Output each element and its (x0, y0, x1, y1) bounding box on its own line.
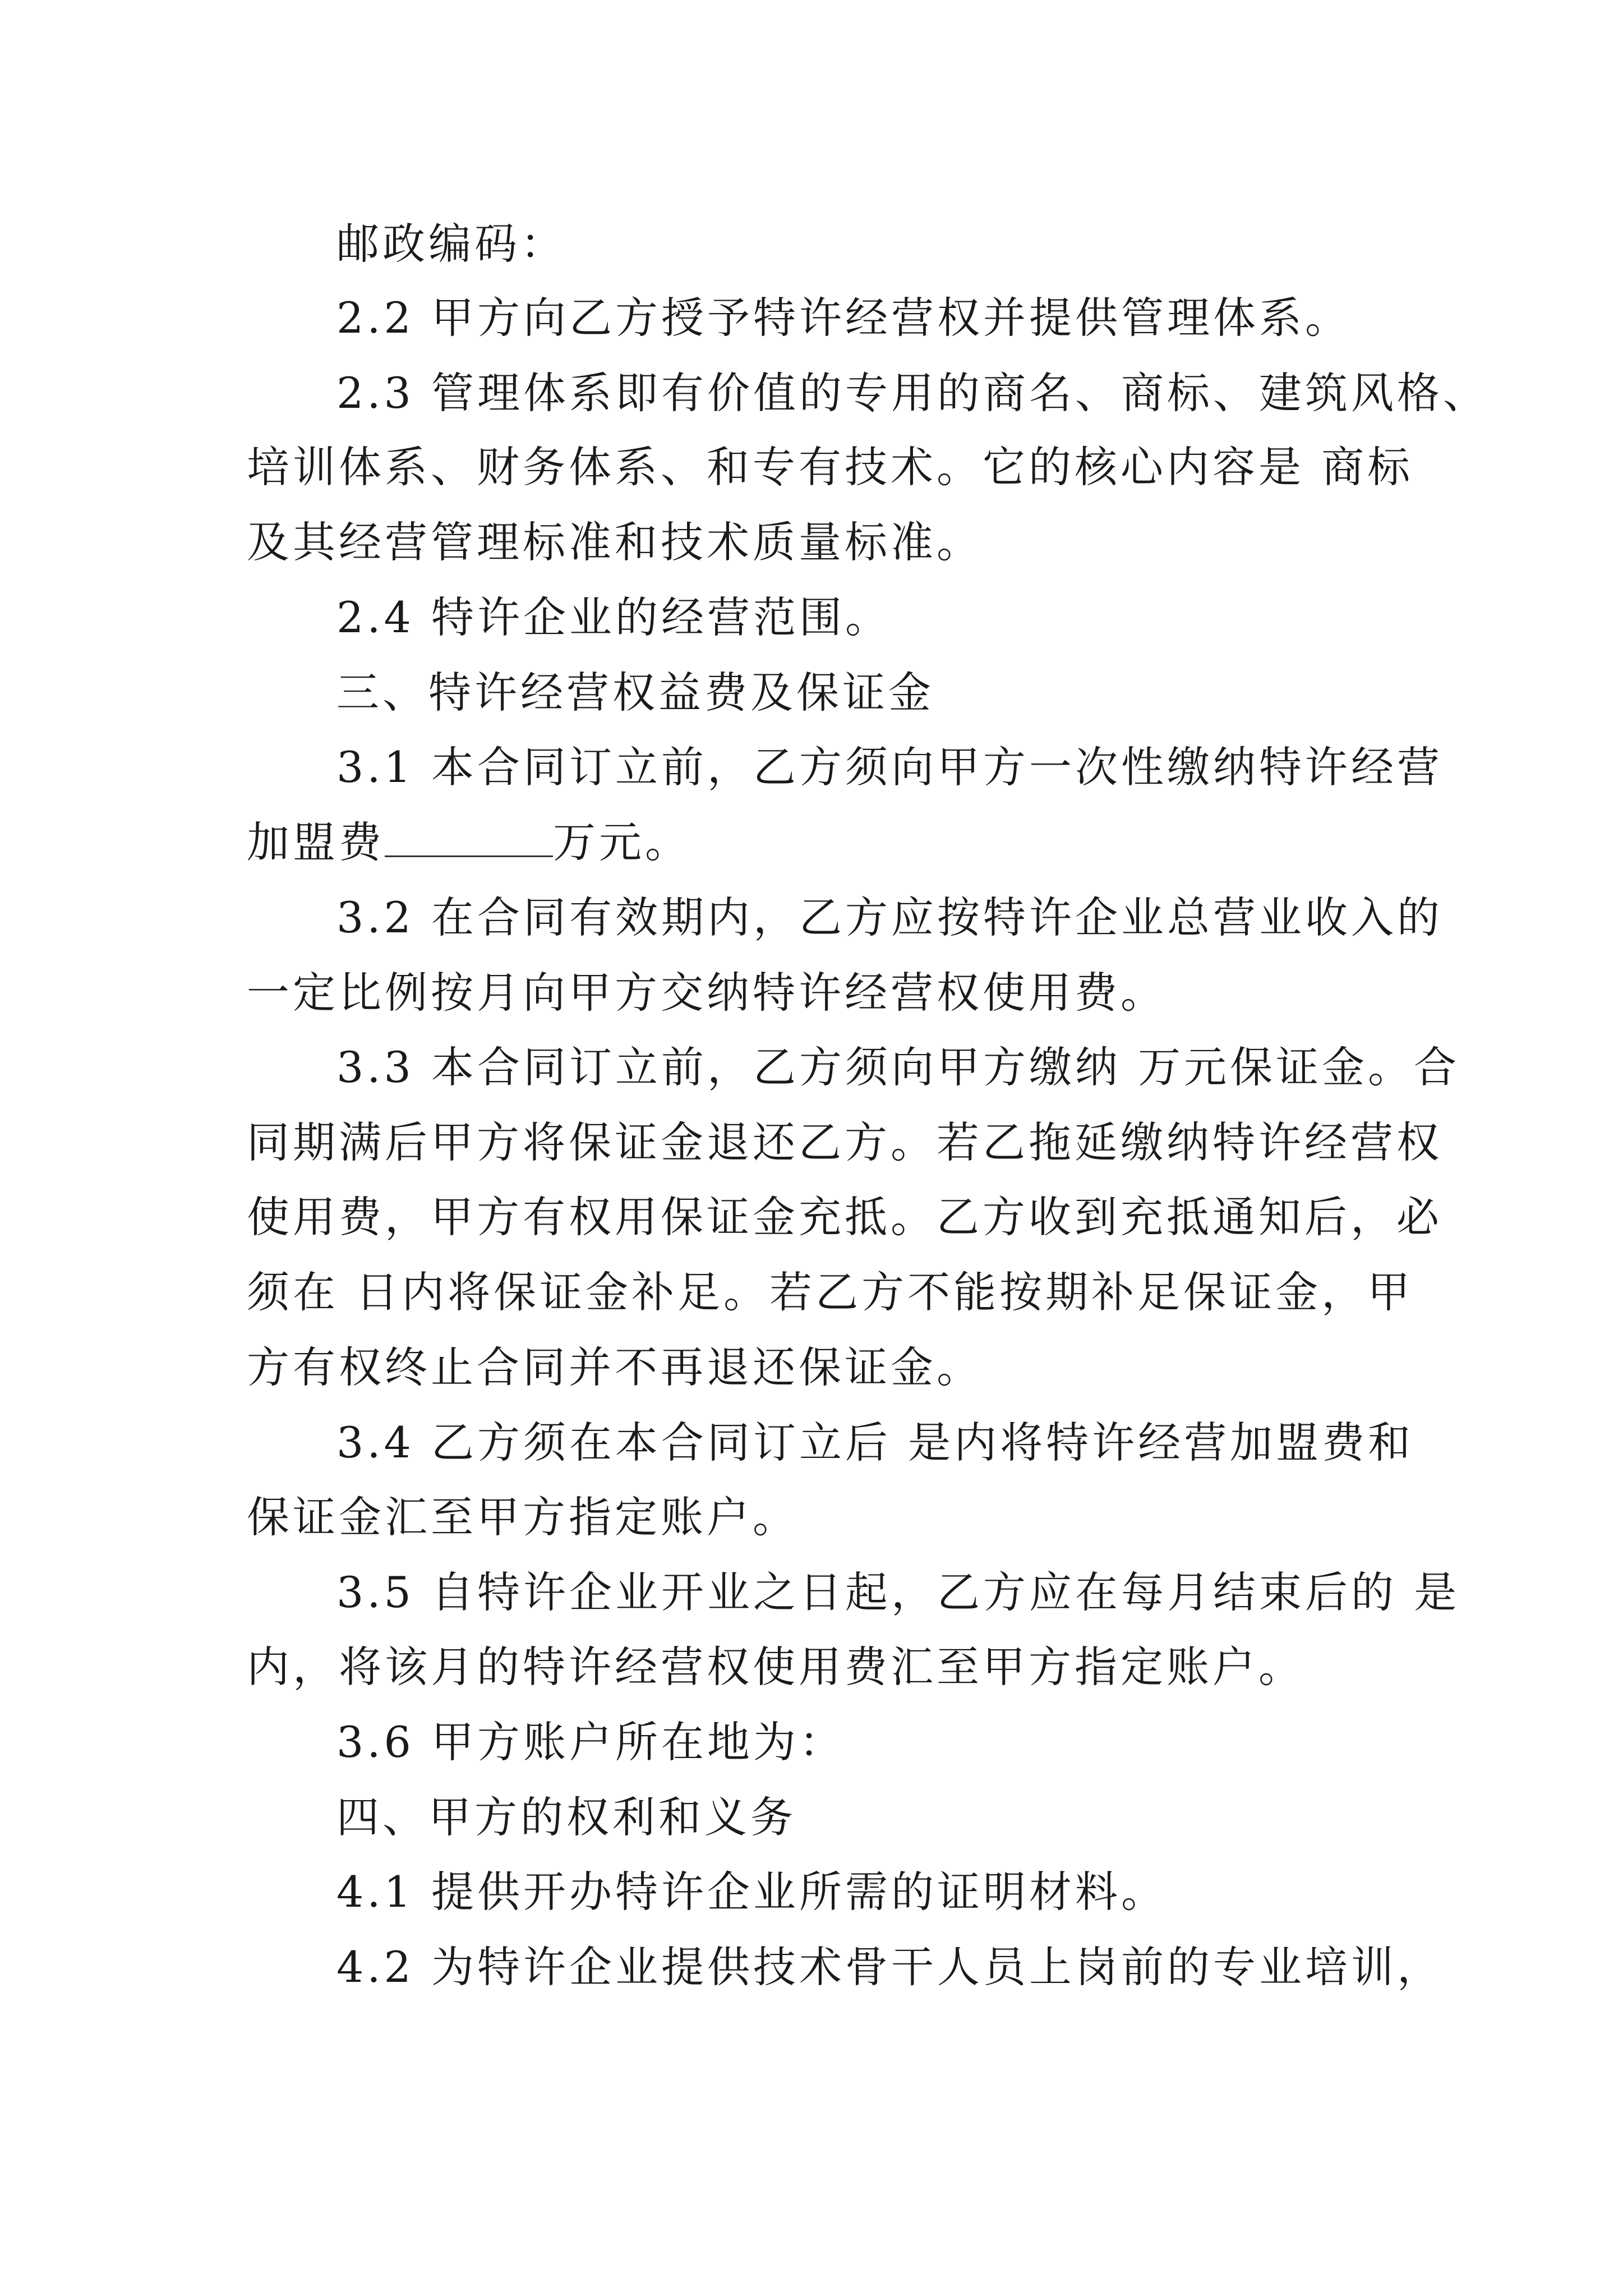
text-line: 同期满后甲方将保证金退还乙方。若乙拖延缴纳特许经营权 (247, 1117, 1442, 1167)
text-line: 3.2 在合同有效期内，乙方应按特许企业总营业收入的 (336, 892, 1444, 942)
text-line: 3.4 乙方须在本合同订立后 是内将特许经营加盟费和 (336, 1418, 1414, 1467)
text-line: 3.3 本合同订立前，乙方须向甲方缴纳 万元保证金。合 (336, 1042, 1460, 1092)
text-line: 2.2 甲方向乙方授予特许经营权并提供管理体系。 (336, 293, 1352, 343)
text-fragment: 万元。 (553, 817, 691, 867)
text-fragment: 加盟费 (247, 817, 385, 867)
text-line: 3.5 自特许企业开业之日起，乙方应在每月结束后的 是 (336, 1567, 1460, 1617)
text-line: 4.1 提供开办特许企业所需的证明材料。 (336, 1867, 1168, 1917)
text-line: 须在 日内将保证金补足。若乙方不能按期补足保证金，甲 (247, 1267, 1414, 1317)
section-heading: 三、特许经营权益费及保证金 (336, 668, 934, 717)
text-line (247, 815, 1424, 871)
text-line: 4.2 为特许企业提供技术骨干人员上岗前的专业培训， (336, 1942, 1444, 1992)
text-line: 及其经营管理标准和技术质量标准。 (247, 517, 983, 567)
text-line: 内，将该月的特许经营权使用费汇至甲方指定账户。 (247, 1642, 1304, 1692)
text-line: 一定比例按月向甲方交纳特许经营权使用费。 (247, 968, 1166, 1018)
text-line: 邮政编码： (336, 219, 566, 269)
fill-in-blank (385, 816, 553, 857)
text-line: 2.4 特许企业的经营范围。 (336, 592, 892, 642)
text-line: 保证金汇至甲方指定账户。 (247, 1492, 799, 1542)
text-line: 培训体系、财务体系、和专有技术。它的核心内容是 商标 (247, 442, 1414, 492)
text-line: 2.3 管理体系即有价值的专用的商名、商标、建筑风格、 (336, 368, 1490, 418)
text-line: 使用费，甲方有权用保证金充抵。乙方收到充抵通知后，必 (247, 1192, 1442, 1242)
text-line: 3.1 本合同订立前，乙方须向甲方一次性缴纳特许经营 (336, 742, 1444, 792)
text-line: 3.6 甲方账户所在地为： (336, 1717, 846, 1767)
section-heading: 四、甲方的权利和义务 (336, 1792, 796, 1842)
text-line: 方有权终止合同并不再退还保证金。 (247, 1342, 983, 1392)
